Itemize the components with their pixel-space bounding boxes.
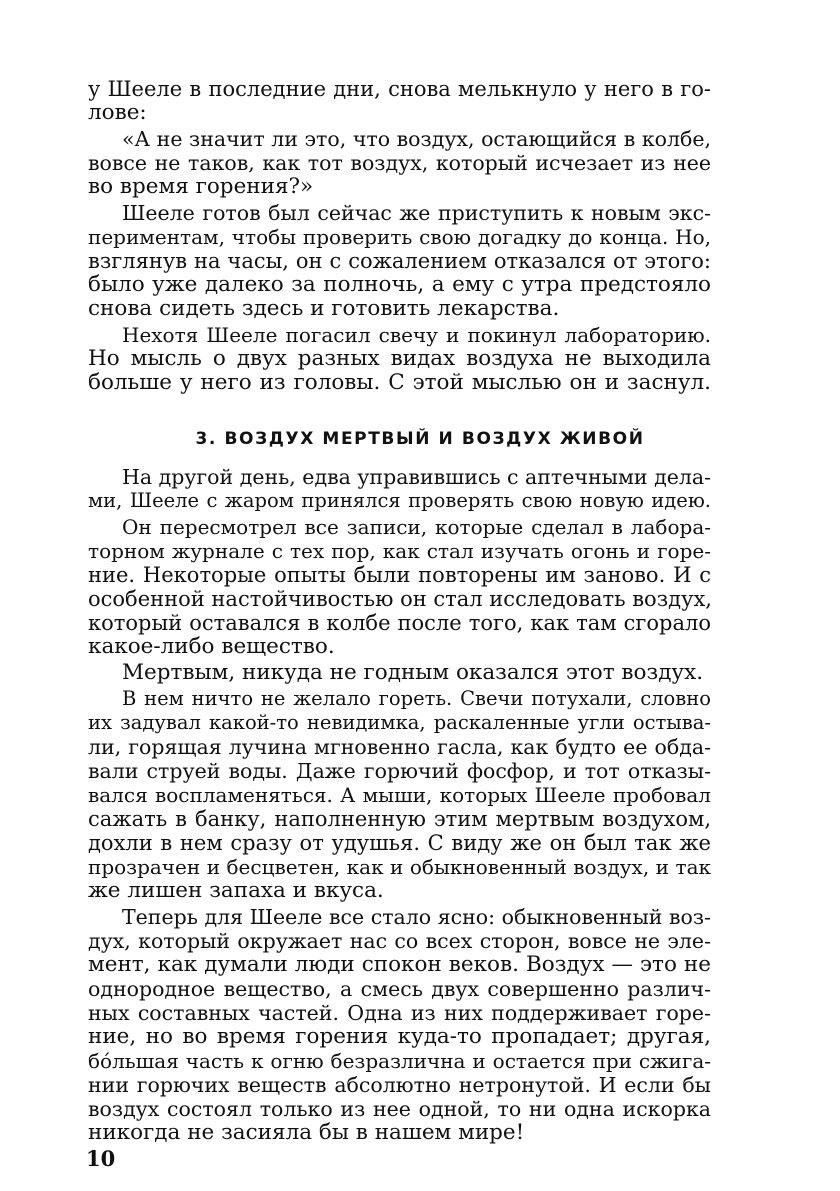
- text-line: бо́льшая часть к огню безразлична и остается при сжига-: [88, 1049, 711, 1073]
- text-line: ли, горящая лучина мгновенно гасла, как будто ее обда-: [88, 735, 711, 759]
- text-line: сажать в банку, наполненную этим мертвым воздухом,: [88, 807, 711, 831]
- text-line: ние. Некоторые опыты были повторены им заново. И с: [88, 563, 711, 587]
- text-line: у Шееле в последние дни, снова мелькнуло у него в го-: [88, 77, 711, 101]
- text-line: ных составных частей. Одна из них поддерживает горе-: [88, 1001, 711, 1025]
- text-line: какое-либо вещество.: [88, 634, 335, 659]
- text-line: мент, как думали люди спокон веков. Воздух — это не: [88, 952, 711, 977]
- text-line: во время горения?»: [88, 174, 314, 199]
- text-line: их задувал какой-то невидимка, раскаленные угли остыва-: [88, 711, 711, 734]
- text-line: В нем ничто не желало гореть. Свечи потухали, словно: [122, 687, 711, 710]
- text-line: нии горючих веществ абсолютно нетронутой. И если бы: [88, 1073, 711, 1097]
- text-line: периментам, чтобы проверить свою догадку до конца. Но,: [88, 225, 711, 249]
- section-heading: 3. ВОЗДУХ МЕРТВЫЙ И ВОЗДУХ ЖИВОЙ: [195, 429, 645, 449]
- text-line: снова сидеть здесь и готовить лекарства.: [88, 296, 560, 321]
- text-line: ние, но во время горения куда-то пропадает; другая,: [88, 1024, 711, 1049]
- text-line: вовсе не таков, как тот воздух, который исчезает из нее: [88, 151, 711, 175]
- text-line: взглянув на часы, он с сожалением отказался от этого:: [88, 249, 711, 273]
- text-line: Шееле готов был сейчас же приступить к новым экс-: [122, 201, 711, 225]
- text-line: же лишен запаха и вкуса.: [88, 878, 384, 903]
- text-line: дух, который окружает нас со всех сторон, вовсе не эле-: [88, 929, 711, 953]
- text-line: Теперь для Шееле все стало ясно: обыкновенный воз-: [122, 905, 711, 929]
- text-line: который оставался в колбе после того, как там сгорало: [88, 611, 711, 635]
- text-line: прозрачен и бесцветен, как и обыкновенный воздух, и так: [88, 855, 711, 879]
- text-line: На другой день, едва управившись с аптечными дела-: [122, 465, 711, 489]
- text-line: воздух состоял только из нее одной, то ни одна искорка: [88, 1097, 711, 1121]
- text-line: «А не значит ли это, что воздух, остающийся в колбе,: [122, 127, 711, 151]
- text-line: Но мысль о двух разных видах воздуха не выходила: [88, 346, 711, 371]
- text-line: дохли в нем сразу от удушья. С виду же он был так же: [88, 831, 711, 855]
- text-line: Он пересмотрел все записи, которые сделал в лабора-: [122, 515, 711, 539]
- text-line: особенной настойчивостью он стал исследовать воздух,: [88, 587, 712, 611]
- text-line: лове:: [88, 100, 147, 125]
- text-line: торном журнале с тех пор, как стал изучать огонь и горе-: [88, 539, 711, 563]
- text-line: вался воспламеняться. А мыши, которых Шееле пробовал: [88, 783, 711, 807]
- text-line: однородное вещество, а смесь двух совершенно различ-: [88, 977, 711, 1001]
- text-line: Мертвым, никуда не годным оказался этот воздух.: [122, 660, 704, 685]
- text-line: вали струей воды. Даже горючий фосфор, и тот отказы-: [88, 759, 711, 783]
- text-line: ми, Шееле с жаром принялся проверять свою новую идею.: [88, 489, 711, 512]
- text-line: было уже далеко за полночь, а ему с утра предстояло: [88, 272, 711, 297]
- text-line: Нехотя Шееле погасил свечу и покинул лабораторию.: [122, 323, 711, 347]
- text-line: больше у него из головы. С этой мыслью он и заснул.: [88, 370, 711, 395]
- text-line: никогда не засияла бы в нашем мире!: [88, 1120, 525, 1145]
- page-number: 10: [86, 1146, 116, 1171]
